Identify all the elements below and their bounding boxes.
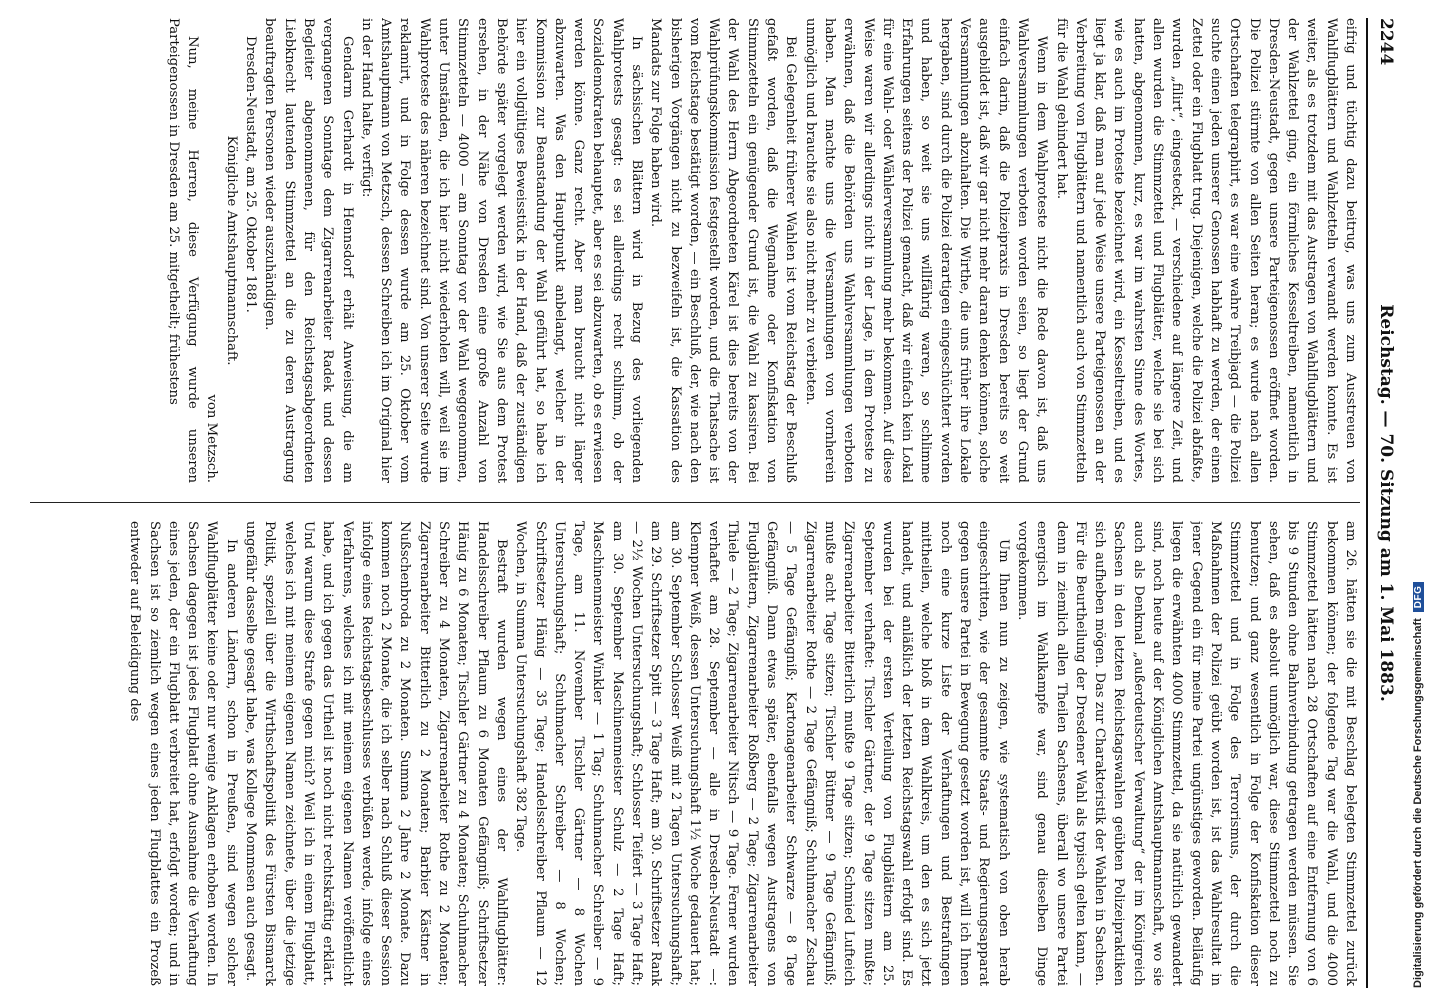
left-paragraph: eifrig und tüchtig dazu beitrug, was uns zum Ausstreuen von Wahlflugblättern und Wahlzetteln verwandt werden konnte. Es ist weiter, als es trotzdem mit das Austragen von Wahlflugblättern und der Wahlzettel ging, ein förmliches Kesseltreiben, namentlich in Dresden-Neustadt, gegen unsere Parteigenossen eröffnet worden. Die Polizei stürmte von allen Seiten heran; es wurde nach allen Ortschaften telegraphirt, es war eine wahre Treibjagd — die Polizei suchte einen jeden unserer Genossen habhaft zu werden, der einen Zettel oder ein Flugblatt trug. Diejenigen, welche die Polizei abfaßte, wurden „filirt“, eingesteckt, — verschiedene auf längere Zeit, und allen wurden die Stimmzettel und Flugblätter, welche sie bei sich hatten, abgenommen, kurz, es war im wahrsten Sinne des Wortes, wie es auch im Proteste bezeichnet wird, ein Kesseltreiben, und es liegt ja klar, daß man auf jede Weise unsere Parteigenossen an der Verbreitung von Flugblättern und namentlich auch von Stimmzetteln für die Wahl gehindert hat. — [1053, 18, 1358, 483]
credit-text-wrapper — [1412, 582, 1424, 988]
rotated-page-content — [10, 18, 1400, 988]
credit-text: Digitalisierung gefördert durch die Deutsche Forschungsgemeinschaft — [1412, 618, 1424, 988]
dfg-logo: DFG — [1413, 582, 1424, 613]
page-title: Reichstag. — 70. Sitzung am 1. Mai 1883. — [1376, 304, 1396, 702]
order-authority: Königliche Amtshauptmannschaft. — [223, 135, 239, 366]
left-paragraph: Wenn in dem Wahlproteste nicht die Rede davon ist, daß uns Wahlversammlungen verboten worden seien, so liegt der Grund einfach darin, daß die Polizeipraxis in Dresden bereits so weit ausgebildet ist, daß wir gar nicht mehr daran denken können, solche Versammlungen abzuhalten. Die Wirthe, die uns früher ihre Lokale hergaben, sind durch die Polizei derartigen eingeschüchtert worden und haben, so weit sie uns willfährig waren, so schlimme Erfahrungen seitens der Polizei gemacht, daß wir einfach kein Lokal für eine Wahl- oder Wählerversammlung mehr bekommen. Auf diese Weise waren wir allerdings nicht in der Lage, in dem Proteste zu erwähnen, daß die Behörden uns Wahlversammlungen verboten haben. Man machte uns die Versammlungen von vornherein unmöglich und brauchte sie also nicht mehr zu verbieten. — [802, 18, 1050, 483]
right-column — [20, 521, 1360, 986]
left-paragraph: Bei Gelegenheit früherer Wahlen ist vom Reichstag der Beschluß gefaßt worden, daß die Wegnahme oder Konfiskation von Stimmzetteln ein genügender Grund ist, die Wahl zu kassiren. Bei der Wahl des Herrn Abgeordneten Kärel ist dies bereits von der Wahlprüfungskommission festgestellt worden, und die Thatsache ist vom Reichstage bestätigt worden, — ein Beschluß, der, wie nach den bisherigen Vorgängen nicht zu bezweifeln ist, die Kassation des Mandats zur Folge haben wird. — [648, 18, 799, 483]
quoted-order: Gendarm Gerhardt in Hennsdorf erhält Anweisung, die am vergangenen Sonntage dem Zigarrenarbeiter Radek und dessen Begleiter abgenommenen, für den Reichstagsabgeordneten Liebknecht lautenden Stimmzettel an die zu deren Austragung beauftragten Personen wieder auszuhändigen. — [262, 18, 355, 483]
right-paragraph: Bestraft wurden wegen eines der Wahlflugblätter: Handelsschreiber Pflaum zu 6 Monaten Gefängniß; Schriftsetzer Hänig zu 6 Monaten; Tischler Gärtner zu 4 Monaten; Schuhmacher Schreiber zu 4 Monaten, Zigarrenarbeiter Rothe zu 2 Monaten; Zigarrenarbeiter Bitterlich zu 2 Monaten; Barbier Kästner in Nußschenbroda zu 2 Monaten. Summa 2 Jahre 2 Monate. Dazu kommen noch 2 Monate, die ich selber nach Schluß dieser Session infolge eines Reichstagsbeschlusses verbüßen werde, infolge eines Verfahrens, welches ich mit meinem eigenen Namen veröffentlicht habe, und ich gegen das Urtheil ist noch nicht rechtskräftig erklärt. Und warum diese Strafe gegen mich? Weil ich in einem Flugblatt, welches ich mit meinem eigenen Namen zeichnete, über die jetzige Politik, speziell über die Wirthschaftspolitik des Fürsten Bismarck ungefähr dasselbe gesagt habe, was Kollege Mommsen auch gesagt. — [243, 521, 509, 986]
header-rule — [1366, 18, 1368, 988]
right-paragraph: In anderen Ländern, schon in Preußen, sind wegen solcher Wahlflugblätter keine oder nur wenige Anklagen erhoben worden. In Sachsen dagegen ist jedes Flugblatt ohne Ausnahme die Verhaftung eines jeden, der ein Flugblatt verbreitet hat, erfolgt worden; und in Sachsen ist so ziemlich wegen eines jeden Flugblattes ein Prozeß entweder auf Beleidigung des — [127, 521, 239, 986]
left-paragraph: Nun, meine Herren, diese Verfügung wurde unseren Parteigenossen in Dresden am 25. mitgetheilt; frühestens — [165, 18, 201, 483]
digitization-credit — [1404, 0, 1432, 1000]
right-paragraph: am 26. hätten sie die mit Beschlag belegten Stimmzettel zurück bekommen können; der folgende Tag war die Wahl, und die 4000 Stimmzettel hätten nach 28 Ortschaften auf eine Entfernung von 6 bis 9 Stunden ohne Bahnverbindung getragen werden müssen. Sie sehen, daß es absolut unmöglich war, diese Stimmzettel noch zu benutzen; und ganz wesentlich in Folge der Konfiskation dieser Stimmzettel und in Folge des Terrorismus, der durch die Maßnahmen der Polizei geübt worden ist, ist das Wahlresultat in jener Gegend ein für meine Partei ungünstiges geworden. Beiläufig liegen die erwähnten 4000 Stimmzettel, da sie natürlich gewandert sind, noch heute auf der Königlichen Amtshauptmannschaft, wo sie auch als Denkmal „außerdeutscher Verwaltung“ der im Königreich Sachsen in den letzten Reichstagswahlen geübten Polizeipraktiken sich aufheben mögen. Das zur Charakteristik der Wahlen in Sachsen. Für die Beurtheilung der Dresdener Wahl als typisch gelten kann, — denn in ziemlich allen Theilen Sachsens, überall wo unsere Partei energisch im Wahlkampfe war, sind genau dieselben Dinge vorgekommen. — [1014, 521, 1358, 986]
column-divider — [30, 502, 1360, 503]
left-paragraph: In sächsischen Blättern wird in Bezug des vorliegenden Wahlprotests gesagt: es sei allerdings recht schlimm, ob der Sozialdemokraten behauptet, aber es sei abzuwarten, ob es erwiesen werden könne. Ganz recht. Aber man braucht nicht länger abzuwarten. Was den Hauptpunkt anbelangt, welcher in der Kommission zur Beanstandung der Wahl geführt hat, so habe ich hier ein vollgültiges Beweisstück in der Hand, daß der zuständigen Behörde später vorgelegt werden wird, wie Sie aus dem Protest ersehen, in der Nähe von Dresden eine große Anzahl von Stimmzetteln — 4000 — am Sonntag vor der Wahl weggenommen, unter Umständen, die ich hier nicht wiederholen will, weil sie im Wahlproteste des näheren bezeichnet sind. Von unserer Seite wurde reklamirt, und in Folge dessen wurde am 25. Oktober vom Amtshauptmann von Metzsch, dessen Schreiben ich im Original hier in der Hand halte, verfügt: — [358, 18, 645, 483]
order-signature: von Metzsch. — [204, 394, 220, 483]
left-column — [20, 18, 1360, 483]
right-paragraph: Um Ihnen nun zu zeigen, wie systematisch von oben herab eingeschritten, wie der gesammte Staats- und Regierungsapparat gegen unsere Partei in Bewegung gesetzt worden ist, will ich Ihnen noch eine kurze Liste der Verhaftungen und Bestrafungen mittheilen, welche bloß in dem Wahlkreis, um den es sich jetzt handelt, und anläßlich der letzten Reichstagswahl erfolgt sind. Es wurden bei der ersten Verteilung von Flugblättern am 25. September verhaftet: Tischler Gärtner, der 9 Tage sitzen mußte; Zigarrenarbeiter Bitterlich mußte 9 Tage sitzen; Schmied Lufteich mußte acht Tage sitzen; Tischler Büttner — 9 Tage Gefängniß; Zigarrenarbeiter Rothe — 2 Tage Gefängniß; Schuhmacher Zschau — 5 Tage Gefängniß; Kartonagenarbeiter Schwarze — 8 Tage Gefängniß. Dann etwas später, ebenfalls wegen Austragens von Flugblättern, Zigarrenarbeiter Roßberg — 2 Tage; Zigarrenarbeiter Thiele — 2 Tage; Zigarrenarbeiter Nitsch — 9 Tage. Ferner wurden verhaftet am 28. September — alle in Dresden-Neustadt —: Klempner Weiß, dessen Untersuchungshaft 1½ Woche gedauert hat; am 30. September Schlosser Weiß mit 2 Tagen Untersuchungshaft; am 29. Schriftsetzer Spitt — 3 Tage Haft; am 30. Schriftsetzer Rank — 2½ Wochen Untersuchungshaft; Schlosser Teifert — 3 Tage Haft; am 30. September Maschinenmeister Schulz — 2 Tage Haft; Maschinenmeister Winkler — 1 Tag; Schuhmacher Schreiber — 9 Tage, am 11. November Tischler Gärtner — 8 Wochen Untersuchungshaft; Schuhmacher Schreiber — 8 Wochen; Schriftsetzer Hänig — 35 Tage; Handelsschreiber Pflaum — 12 Wochen, in Summa Untersuchungshaft 382 Tage. — [513, 521, 1011, 986]
order-date: Dresden-Neustadt, am 25. Oktober 1881. — [243, 36, 259, 313]
page-header — [1372, 18, 1400, 988]
page-number: 2244 — [1376, 18, 1396, 66]
